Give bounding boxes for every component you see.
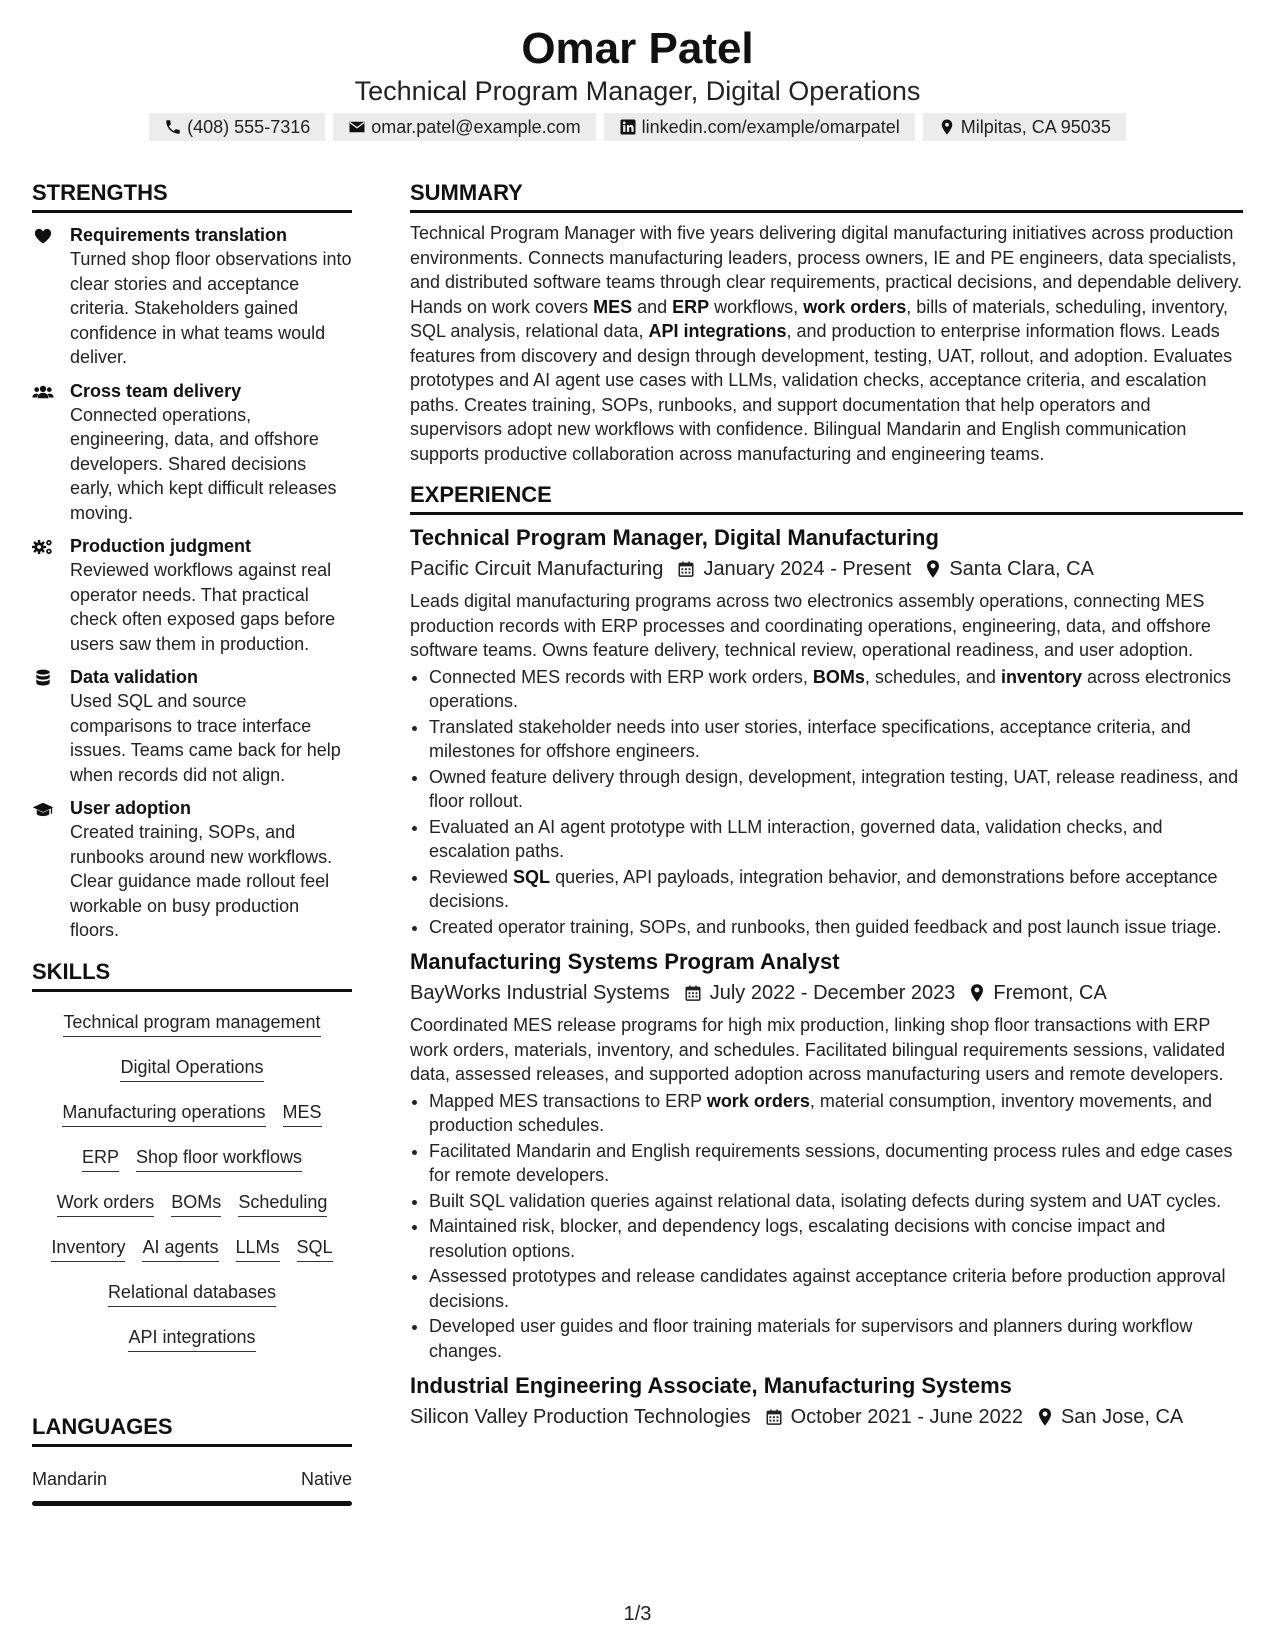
map-pin-icon bbox=[925, 559, 941, 579]
job-entry bbox=[410, 947, 1243, 1363]
job-entry bbox=[410, 1371, 1243, 1432]
languages-section bbox=[32, 1412, 352, 1506]
job-company: Silicon Valley Production Technologies bbox=[410, 1406, 751, 1428]
skill-tag: Work orders bbox=[57, 1190, 155, 1217]
map-pin-icon bbox=[938, 118, 956, 136]
job-company: BayWorks Industrial Systems bbox=[410, 982, 670, 1004]
language-level: Native bbox=[300, 1468, 352, 1489]
contact-location[interactable] bbox=[923, 113, 1126, 141]
job-meta bbox=[410, 978, 1243, 1008]
skills-list bbox=[32, 1010, 352, 1370]
job-bullet: • Developed user guides and floor training materials for supervisors and planners during workflow changes. bbox=[429, 1314, 1243, 1363]
linkedin-text: linkedin.com/example/omarpatel bbox=[641, 117, 900, 137]
job-bullet: • Owned feature delivery through design, development, integration testing, UAT, release readiness, and floor rollout. bbox=[429, 765, 1243, 814]
bold-keyword: inventory bbox=[1000, 666, 1082, 687]
heart-icon bbox=[32, 226, 54, 246]
contact-linkedin[interactable] bbox=[604, 113, 915, 141]
job-bullet: • Reviewed SQL queries, API payloads, integration behavior, and demonstrations before acceptance decisions. bbox=[429, 865, 1243, 914]
strength-item bbox=[32, 796, 352, 943]
skill-row bbox=[32, 1235, 352, 1280]
map-pin-icon bbox=[1037, 1407, 1053, 1427]
skill-row bbox=[32, 1325, 352, 1370]
strength-title: Production judgment bbox=[70, 536, 251, 556]
job-dates: July 2022 - December 2023 bbox=[709, 982, 956, 1004]
job-company: Pacific Circuit Manufacturing bbox=[410, 558, 664, 580]
job-location: Fremont, CA bbox=[993, 982, 1107, 1004]
strength-item bbox=[32, 534, 352, 656]
job-bullet: • Evaluated an AI agent prototype with LLM interaction, governed data, validation checks, and escalation paths. bbox=[429, 815, 1243, 864]
strength-title: Requirements translation bbox=[70, 225, 288, 245]
skill-tag: Technical program management bbox=[63, 1010, 320, 1037]
strengths-list bbox=[32, 223, 352, 943]
skill-tag: MES bbox=[283, 1100, 322, 1127]
page-number: 1/3 bbox=[623, 1603, 652, 1625]
job-bullet: • Assessed prototypes and release candidates against acceptance criteria before production approval decisions. bbox=[429, 1264, 1243, 1313]
map-pin-icon bbox=[969, 983, 985, 1003]
job-title: Industrial Engineering Associate, Manufacturing Systems bbox=[410, 1373, 1012, 1398]
bold-keyword: BOMs bbox=[812, 666, 865, 687]
skill-tag: Manufacturing operations bbox=[62, 1100, 265, 1127]
gears-icon bbox=[32, 537, 54, 557]
job-bullet: • Facilitated Mandarin and English requirements sessions, documenting process rules and edge cases for remote developers. bbox=[429, 1139, 1243, 1188]
skill-tag: AI agents bbox=[142, 1235, 218, 1262]
skill-row bbox=[32, 1010, 352, 1055]
summary-text: Technical Program Manager with five years delivering digital manufacturing initiatives across production environments. Connects manufacturing leaders, process owners, IE and PE engineers, data specialists, and distributed software teams through clear requirements, practical decisions, and dependable delivery. Hands on work covers MES and ERP workflows, work orders, bills of materials, scheduling, inventory, SQL analysis, relational data, API integrations, and production to enterprise information flows. Leads features from discovery and design through development, testing, UAT, rollout, and adoption. Evaluates prototypes and AI agent use cases with LLMs, validation checks, acceptance criteria, and escalation paths. Creates training, SOPs, runbooks, and support documentation that help operators and supervisors adopt new workflows with confidence. Bilingual Mandarin and English communication supports productive collaboration across manufacturing and engineering teams. bbox=[410, 223, 1243, 464]
calendar-icon bbox=[765, 1408, 783, 1426]
job-bullet: • Connected MES records with ERP work orders, BOMs, schedules, and inventory across electronics operations. bbox=[429, 665, 1243, 714]
linkedin-icon bbox=[619, 118, 637, 136]
job-bullet: • Created operator training, SOPs, and runbooks, then guided feedback and post launch issue triage. bbox=[429, 915, 1243, 940]
job-description: Leads digital manufacturing programs across two electronics assembly operations, connecting MES production records with ERP processes and coordinating operations, engineering, data, and offshore software teams. Owns feature delivery, technical review, operational readiness, and user adoption. bbox=[410, 591, 1211, 660]
strength-desc: Connected operations, engineering, data, and offshore developers. Shared decisions early, which kept difficult releases moving. bbox=[70, 404, 337, 523]
bold-keyword: API integrations bbox=[648, 321, 787, 341]
job-title: Technical Program Manager, Digital Manufacturing bbox=[410, 525, 939, 550]
strength-desc: Used SQL and source comparisons to trace interface issues. Teams came back for help when records did not align. bbox=[70, 691, 341, 785]
language-item bbox=[32, 1467, 352, 1491]
strength-title: Cross team delivery bbox=[70, 380, 242, 401]
phone-icon bbox=[164, 118, 182, 136]
calendar-icon bbox=[684, 984, 702, 1002]
bold-keyword: work orders bbox=[706, 1090, 810, 1111]
skill-tag: API integrations bbox=[128, 1325, 255, 1352]
right-column bbox=[410, 178, 1243, 1432]
skill-row bbox=[32, 1055, 352, 1100]
bold-keyword: ERP bbox=[672, 296, 710, 317]
location-text: Milpitas, CA 95035 bbox=[960, 117, 1111, 137]
experience-heading: EXPERIENCE bbox=[410, 480, 1243, 515]
job-dates: October 2021 - June 2022 bbox=[790, 1406, 1023, 1428]
email-text: omar.patel@example.com bbox=[371, 117, 581, 137]
contact-email[interactable] bbox=[333, 113, 595, 141]
contact-phone[interactable] bbox=[149, 113, 325, 141]
strength-desc: Reviewed workflows against real operator needs. That practical check often exposed gaps before users saw them in production. bbox=[70, 560, 336, 654]
graduation-cap-icon bbox=[32, 799, 54, 819]
candidate-name: Omar Patel bbox=[521, 24, 754, 73]
strength-title: Data validation bbox=[70, 667, 199, 687]
skill-row bbox=[32, 1145, 352, 1190]
bold-keyword: SQL bbox=[513, 866, 551, 887]
job-list bbox=[410, 523, 1243, 1432]
strength-title: User adoption bbox=[70, 798, 192, 818]
skill-tag: BOMs bbox=[171, 1190, 221, 1217]
skill-tag: Shop floor workflows bbox=[136, 1145, 302, 1172]
skill-row bbox=[32, 1190, 352, 1235]
candidate-headline: Technical Program Manager, Digital Operations bbox=[354, 76, 921, 106]
left-column bbox=[32, 178, 352, 1506]
job-bullet: • Translated stakeholder needs into user stories, interface specifications, acceptance criteria, and milestones for offshore engineers. bbox=[429, 715, 1243, 764]
job-bullets bbox=[410, 1089, 1243, 1364]
skill-tag: LLMs bbox=[236, 1235, 280, 1262]
languages-heading: LANGUAGES bbox=[32, 1412, 352, 1447]
experience-section bbox=[410, 480, 1243, 1432]
skill-row bbox=[32, 1280, 352, 1325]
bold-keyword: MES bbox=[593, 296, 633, 317]
language-level-bar bbox=[32, 1501, 352, 1506]
job-meta bbox=[410, 554, 1243, 584]
job-location: San Jose, CA bbox=[1060, 1406, 1184, 1428]
job-description: Coordinated MES release programs for high mix production, linking shop floor transactions with ERP work orders, materials, inventory, and schedules. Facilitated bilingual requirements sessions, validated data, assessed releases, and supported adoption across manufacturing users and remote developers. bbox=[410, 1015, 1226, 1084]
job-bullet: • Built SQL validation queries against relational data, isolating defects during system and UAT cycles. bbox=[429, 1189, 1243, 1214]
skill-tag: Relational databases bbox=[108, 1280, 276, 1307]
skills-heading: SKILLS bbox=[32, 957, 352, 992]
database-icon bbox=[32, 668, 54, 688]
job-meta bbox=[410, 1402, 1243, 1432]
strength-item bbox=[32, 379, 352, 526]
strengths-heading: STRENGTHS bbox=[32, 178, 352, 213]
calendar-icon bbox=[677, 560, 695, 578]
contact-bar bbox=[0, 113, 1275, 141]
strength-item bbox=[32, 223, 352, 370]
job-bullets bbox=[410, 665, 1243, 940]
bold-keyword: work orders bbox=[803, 296, 907, 317]
job-title: Manufacturing Systems Program Analyst bbox=[410, 949, 840, 974]
job-dates: January 2024 - Present bbox=[703, 558, 912, 580]
summary-heading: SUMMARY bbox=[410, 178, 1243, 213]
skill-tag: Digital Operations bbox=[120, 1055, 263, 1082]
skill-tag: ERP bbox=[82, 1145, 119, 1172]
job-entry bbox=[410, 523, 1243, 939]
users-icon bbox=[32, 382, 54, 402]
phone-text: (408) 555-7316 bbox=[187, 117, 311, 137]
job-bullet: • Mapped MES transactions to ERP work orders, material consumption, inventory movements, and production schedules. bbox=[429, 1089, 1243, 1138]
strength-item bbox=[32, 665, 352, 787]
skills-section bbox=[32, 957, 352, 1370]
job-location: Santa Clara, CA bbox=[949, 558, 1094, 580]
strength-desc: Turned shop floor observations into clear stories and acceptance criteria. Stakeholders gained confidence in what teams would deliver. bbox=[70, 249, 352, 367]
strength-desc: Created training, SOPs, and runbooks around new workflows. Clear guidance made rollout feel workable on busy production floors. bbox=[70, 822, 333, 940]
skill-tag: SQL bbox=[297, 1235, 333, 1262]
language-name: Mandarin bbox=[32, 1468, 108, 1489]
skill-row bbox=[32, 1100, 352, 1145]
envelope-icon bbox=[348, 118, 366, 136]
job-bullet: • Maintained risk, blocker, and dependency logs, escalating decisions with concise impact and resolution options. bbox=[429, 1214, 1243, 1263]
skill-tag: Inventory bbox=[51, 1235, 125, 1262]
skill-tag: Scheduling bbox=[238, 1190, 327, 1217]
